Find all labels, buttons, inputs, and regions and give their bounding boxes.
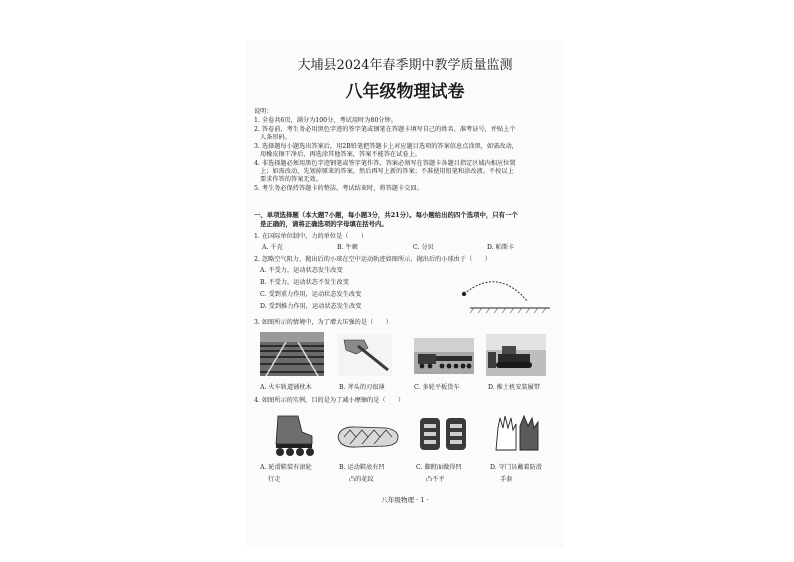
shoe-sole-image: [336, 424, 400, 450]
q2-option-c: C. 受到重力作用，运动状态发生改变: [260, 291, 362, 298]
exam-title: 八年级物理试卷: [345, 82, 465, 102]
section-heading: 一、单项选择题（本大题7小题，每小题3分，共21分）。每小题给出的四个选项中，只有一个: [254, 211, 518, 219]
axe-image: [338, 334, 392, 376]
ball-trajectory-diagram: [458, 272, 553, 318]
page-footer: 八年级物理 · 1 ·: [381, 496, 429, 504]
goalkeeper-gloves-image: [490, 410, 544, 456]
q4-option-c-cont: 凸不平: [426, 476, 445, 483]
q4-option-c: C. 脚蹬面做得凹: [416, 464, 462, 471]
section-heading-cont: 是正确的，请将正确选项的字母填在括号内。: [260, 220, 388, 228]
instructions-heading: 说明：: [254, 108, 273, 115]
question-3-stem: 3. 如图所示的情境中，为了增大压强的是（ ）: [254, 319, 392, 326]
q1-option-b: B. 牛顿: [337, 244, 358, 251]
q4-option-b-cont: 凸的花纹: [349, 476, 374, 483]
instruction-line: 2. 答卷前，考生务必用黑色字迹的签字笔或钢笔在答题卡填写自己的姓名、准考证号，并贴上个: [254, 126, 516, 133]
q1-option-a: A. 千克: [262, 244, 283, 251]
question-4-stem: 4. 如图所示的实例，目的是为了减小摩擦的是（ ）: [254, 397, 405, 404]
q4-option-d: D. 守门员戴着防滑: [490, 464, 542, 471]
exam-page: [246, 40, 564, 548]
q3-option-b: B. 斧头的刃很薄: [339, 384, 385, 391]
instruction-line: 人条形码。: [260, 134, 291, 141]
q4-option-a: A. 轮滑鞋装有滚轮: [260, 464, 312, 471]
q4-option-a-cont: 行走: [268, 476, 281, 483]
exam-header: 大埔县2024年春季期中教学质量监测: [297, 58, 513, 73]
railway-sleepers-image: [260, 332, 324, 376]
q2-option-b: B. 不受力，运动状态不发生改变: [260, 279, 349, 286]
instruction-line: 1. 全卷共6页，满分为100分，考试用时为80分钟。: [254, 117, 397, 124]
q1-option-c: C. 分贝: [413, 244, 434, 251]
q1-option-d: D. 帕斯卡: [487, 244, 515, 251]
q2-option-d: D. 受到推力作用，运动状态发生改变: [260, 303, 362, 310]
instruction-line: 5. 考生务必保持答题卡的整洁。考试结束时，将答题卡交回。: [254, 185, 423, 192]
roller-skate-image: [268, 412, 320, 458]
question-2-stem: 2. 忽略空气阻力，抛出后的小球在空中运动轨迹如图所示，抛出后的小球由于（ ）: [254, 256, 491, 263]
bulldozer-image: [486, 334, 546, 376]
instruction-line: 3. 选择题每小题选出答案后，用2B铅笔把答题卡上对应题目选项的答案信息点涂黑，如需改动，: [254, 143, 518, 150]
instruction-line: 用橡皮擦干净后，再选涂其他答案，答案不能答在试卷上。: [260, 151, 421, 158]
flatbed-truck-image: [414, 338, 474, 374]
instruction-line: 上；如需改动，先划掉原来的答案，然后再写上新的答案；不准使用铅笔和涂改液。不按以上: [260, 168, 514, 175]
q3-option-c: C. 多轮平板货车: [414, 384, 460, 391]
q4-option-b: B. 运动鞋底有凹: [339, 464, 385, 471]
q3-option-d: D. 推土机安装履带: [488, 384, 540, 391]
instruction-line: 要求作答的答案无效。: [260, 176, 322, 183]
bike-pedal-image: [416, 412, 472, 456]
q4-option-d-cont: 手套: [500, 476, 513, 483]
q3-option-a: A. 火车轨道铺枕木: [260, 384, 312, 391]
instruction-line: 4. 非选择题必须用黑色字迹钢笔或签字笔作答，答案必须写在答题卡各题目指定区域内相应位置: [254, 160, 516, 167]
q2-option-a: A. 不受力，运动状态发生改变: [260, 267, 343, 274]
question-1-stem: 1. 在国际单位制中，力的单位是（ ）: [254, 233, 368, 240]
